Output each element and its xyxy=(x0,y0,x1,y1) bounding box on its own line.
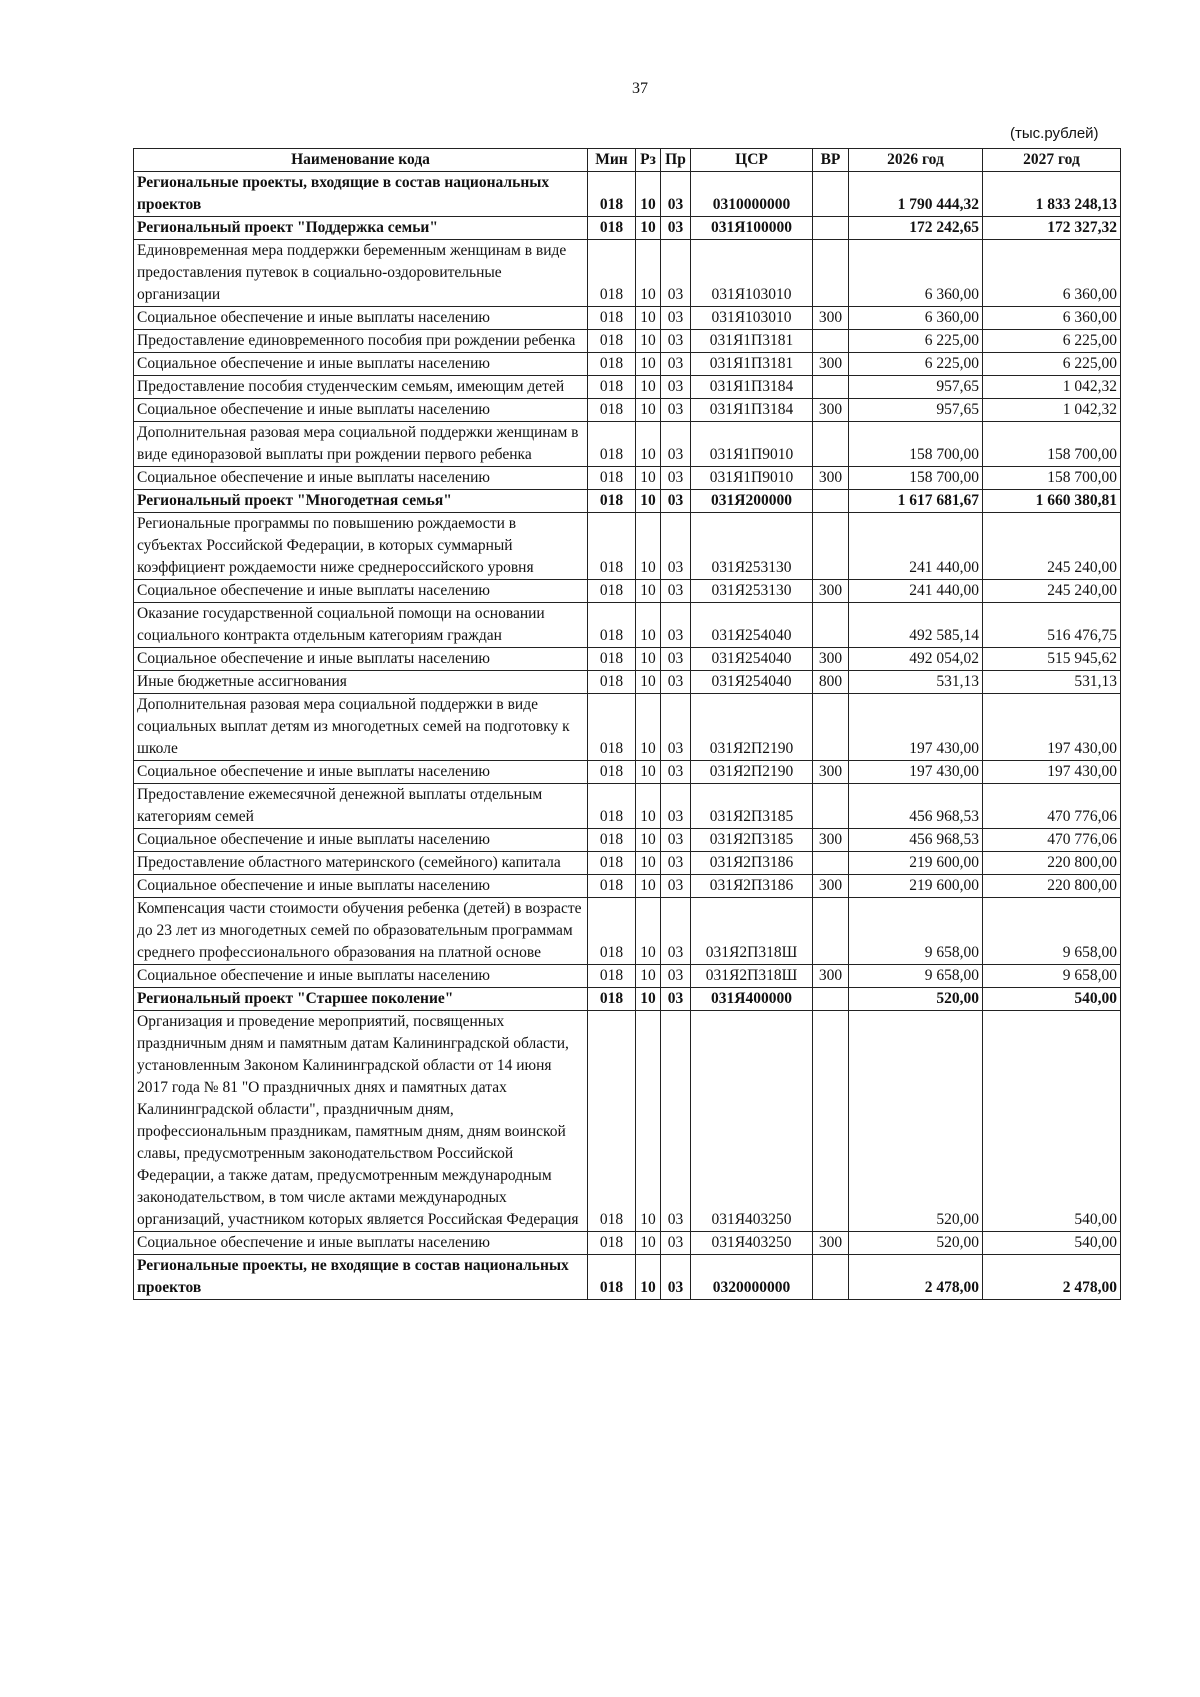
cell-min: 018 xyxy=(588,761,636,784)
cell-rz: 10 xyxy=(636,240,661,307)
cell-name: Социальное обеспечение и иные выплаты населению xyxy=(134,829,588,852)
table-row xyxy=(134,490,1121,513)
cell-pr: 03 xyxy=(661,648,691,671)
cell-2027: 540,00 xyxy=(983,1011,1121,1232)
cell-2027: 9 658,00 xyxy=(983,898,1121,965)
cell-csr: 0320000000 xyxy=(691,1255,813,1300)
cell-csr: 0310000000 xyxy=(691,172,813,217)
cell-name: Компенсация части стоимости обучения ребенка (детей) в возрасте до 23 лет из многодетных семей по образовательным программам среднего профессионального образования на платной основе xyxy=(134,898,588,965)
cell-name: Предоставление единовременного пособия при рождении ребенка xyxy=(134,330,588,353)
cell-2026: 219 600,00 xyxy=(849,852,983,875)
cell-vr xyxy=(813,784,849,829)
cell-2027: 1 833 248,13 xyxy=(983,172,1121,217)
cell-rz: 10 xyxy=(636,399,661,422)
table-row xyxy=(134,988,1121,1011)
table-row xyxy=(134,399,1121,422)
table-row xyxy=(134,965,1121,988)
cell-min: 018 xyxy=(588,399,636,422)
table-row xyxy=(134,671,1121,694)
cell-pr: 03 xyxy=(661,330,691,353)
cell-vr: 300 xyxy=(813,399,849,422)
cell-csr: 031Я254040 xyxy=(691,671,813,694)
cell-rz: 10 xyxy=(636,422,661,467)
cell-2026: 957,65 xyxy=(849,399,983,422)
cell-2026: 9 658,00 xyxy=(849,898,983,965)
cell-name: Социальное обеспечение и иные выплаты населению xyxy=(134,875,588,898)
cell-pr: 03 xyxy=(661,467,691,490)
cell-2026: 6 360,00 xyxy=(849,307,983,330)
cell-rz: 10 xyxy=(636,694,661,761)
table-row xyxy=(134,1255,1121,1300)
table-row xyxy=(134,1011,1121,1232)
cell-csr: 031Я2П318Ш xyxy=(691,965,813,988)
cell-name: Предоставление областного материнского (семейного) капитала xyxy=(134,852,588,875)
table-row xyxy=(134,307,1121,330)
cell-name: Социальное обеспечение и иные выплаты населению xyxy=(134,761,588,784)
cell-csr: 031Я1П3181 xyxy=(691,330,813,353)
cell-2026: 957,65 xyxy=(849,376,983,399)
cell-pr: 03 xyxy=(661,1011,691,1232)
cell-pr: 03 xyxy=(661,1255,691,1300)
cell-vr xyxy=(813,330,849,353)
cell-min: 018 xyxy=(588,490,636,513)
cell-pr: 03 xyxy=(661,240,691,307)
cell-2027: 1 042,32 xyxy=(983,376,1121,399)
page-number: 37 xyxy=(632,80,648,97)
cell-vr xyxy=(813,490,849,513)
cell-pr: 03 xyxy=(661,490,691,513)
cell-pr: 03 xyxy=(661,761,691,784)
cell-pr: 03 xyxy=(661,852,691,875)
cell-2027: 245 240,00 xyxy=(983,513,1121,580)
table-row xyxy=(134,217,1121,240)
cell-rz: 10 xyxy=(636,217,661,240)
cell-2027: 516 476,75 xyxy=(983,603,1121,648)
cell-vr: 300 xyxy=(813,467,849,490)
header-csr: ЦСР xyxy=(691,149,813,172)
header-name: Наименование кода xyxy=(134,149,588,172)
cell-vr xyxy=(813,852,849,875)
table-header-row xyxy=(134,149,1121,172)
cell-name: Социальное обеспечение и иные выплаты населению xyxy=(134,467,588,490)
cell-name: Региональные проекты, входящие в состав национальных проектов xyxy=(134,172,588,217)
cell-2027: 158 700,00 xyxy=(983,422,1121,467)
cell-pr: 03 xyxy=(661,399,691,422)
cell-min: 018 xyxy=(588,307,636,330)
cell-name: Социальное обеспечение и иные выплаты населению xyxy=(134,399,588,422)
cell-min: 018 xyxy=(588,1011,636,1232)
cell-csr: 031Я2П3185 xyxy=(691,784,813,829)
cell-min: 018 xyxy=(588,875,636,898)
cell-csr: 031Я1П9010 xyxy=(691,467,813,490)
cell-min: 018 xyxy=(588,1255,636,1300)
cell-pr: 03 xyxy=(661,307,691,330)
cell-min: 018 xyxy=(588,898,636,965)
table-row xyxy=(134,353,1121,376)
cell-name: Социальное обеспечение и иные выплаты населению xyxy=(134,580,588,603)
cell-rz: 10 xyxy=(636,490,661,513)
cell-2027: 470 776,06 xyxy=(983,829,1121,852)
cell-rz: 10 xyxy=(636,307,661,330)
cell-2026: 172 242,65 xyxy=(849,217,983,240)
table-row xyxy=(134,648,1121,671)
cell-vr xyxy=(813,376,849,399)
cell-vr xyxy=(813,217,849,240)
cell-name: Единовременная мера поддержки беременным женщинам в виде предоставления путевок в социально-оздоровительные организации xyxy=(134,240,588,307)
header-2027: 2027 год xyxy=(983,149,1121,172)
cell-name: Оказание государственной социальной помощи на основании социального контракта отдельным категориям граждан xyxy=(134,603,588,648)
cell-min: 018 xyxy=(588,513,636,580)
cell-2027: 220 800,00 xyxy=(983,852,1121,875)
cell-2026: 2 478,00 xyxy=(849,1255,983,1300)
cell-2026: 6 225,00 xyxy=(849,330,983,353)
cell-rz: 10 xyxy=(636,829,661,852)
table-row xyxy=(134,784,1121,829)
cell-rz: 10 xyxy=(636,898,661,965)
cell-csr: 031Я2П3185 xyxy=(691,829,813,852)
table-row xyxy=(134,513,1121,580)
cell-2027: 158 700,00 xyxy=(983,467,1121,490)
cell-pr: 03 xyxy=(661,829,691,852)
cell-min: 018 xyxy=(588,694,636,761)
budget-table xyxy=(133,148,1121,1300)
cell-2027: 197 430,00 xyxy=(983,761,1121,784)
header-pr: Пр xyxy=(661,149,691,172)
cell-csr: 031Я2П2190 xyxy=(691,761,813,784)
cell-vr xyxy=(813,513,849,580)
table-row xyxy=(134,240,1121,307)
cell-csr: 031Я103010 xyxy=(691,307,813,330)
cell-2026: 219 600,00 xyxy=(849,875,983,898)
cell-vr: 300 xyxy=(813,353,849,376)
cell-rz: 10 xyxy=(636,1232,661,1255)
cell-pr: 03 xyxy=(661,580,691,603)
cell-rz: 10 xyxy=(636,376,661,399)
header-2026: 2026 год xyxy=(849,149,983,172)
cell-min: 018 xyxy=(588,580,636,603)
cell-2026: 6 225,00 xyxy=(849,353,983,376)
cell-name: Социальное обеспечение и иные выплаты населению xyxy=(134,965,588,988)
cell-pr: 03 xyxy=(661,422,691,467)
cell-rz: 10 xyxy=(636,1255,661,1300)
cell-2027: 172 327,32 xyxy=(983,217,1121,240)
cell-pr: 03 xyxy=(661,353,691,376)
cell-2026: 6 360,00 xyxy=(849,240,983,307)
table-row xyxy=(134,422,1121,467)
cell-rz: 10 xyxy=(636,580,661,603)
cell-name: Социальное обеспечение и иные выплаты населению xyxy=(134,1232,588,1255)
cell-vr: 300 xyxy=(813,580,849,603)
cell-min: 018 xyxy=(588,829,636,852)
cell-pr: 03 xyxy=(661,965,691,988)
cell-2027: 540,00 xyxy=(983,988,1121,1011)
cell-vr: 300 xyxy=(813,648,849,671)
table-row xyxy=(134,898,1121,965)
cell-rz: 10 xyxy=(636,761,661,784)
cell-rz: 10 xyxy=(636,330,661,353)
cell-2026: 197 430,00 xyxy=(849,694,983,761)
cell-min: 018 xyxy=(588,852,636,875)
cell-vr xyxy=(813,1011,849,1232)
cell-rz: 10 xyxy=(636,784,661,829)
cell-csr: 031Я100000 xyxy=(691,217,813,240)
cell-2027: 9 658,00 xyxy=(983,965,1121,988)
cell-csr: 031Я103010 xyxy=(691,240,813,307)
cell-2026: 520,00 xyxy=(849,1232,983,1255)
cell-2026: 9 658,00 xyxy=(849,965,983,988)
cell-min: 018 xyxy=(588,648,636,671)
cell-vr xyxy=(813,240,849,307)
cell-name: Региональный проект "Поддержка семьи" xyxy=(134,217,588,240)
cell-2027: 1 042,32 xyxy=(983,399,1121,422)
table-row xyxy=(134,580,1121,603)
cell-rz: 10 xyxy=(636,671,661,694)
cell-csr: 031Я253130 xyxy=(691,580,813,603)
cell-min: 018 xyxy=(588,784,636,829)
cell-vr: 300 xyxy=(813,761,849,784)
cell-name: Предоставление пособия студенческим семьям, имеющим детей xyxy=(134,376,588,399)
cell-csr: 031Я2П2190 xyxy=(691,694,813,761)
table-row xyxy=(134,376,1121,399)
cell-2026: 531,13 xyxy=(849,671,983,694)
cell-rz: 10 xyxy=(636,467,661,490)
cell-2026: 241 440,00 xyxy=(849,580,983,603)
cell-min: 018 xyxy=(588,467,636,490)
cell-min: 018 xyxy=(588,240,636,307)
cell-name: Дополнительная разовая мера социальной поддержки женщинам в виде единоразовой выплаты при рождении первого ребенка xyxy=(134,422,588,467)
cell-rz: 10 xyxy=(636,852,661,875)
table-row xyxy=(134,852,1121,875)
cell-name: Социальное обеспечение и иные выплаты населению xyxy=(134,353,588,376)
cell-csr: 031Я1П9010 xyxy=(691,422,813,467)
cell-2027: 6 225,00 xyxy=(983,353,1121,376)
cell-name: Региональные проекты, не входящие в состав национальных проектов xyxy=(134,1255,588,1300)
cell-csr: 031Я254040 xyxy=(691,603,813,648)
cell-pr: 03 xyxy=(661,898,691,965)
cell-2027: 531,13 xyxy=(983,671,1121,694)
cell-pr: 03 xyxy=(661,217,691,240)
cell-vr: 300 xyxy=(813,875,849,898)
cell-vr xyxy=(813,422,849,467)
cell-rz: 10 xyxy=(636,513,661,580)
cell-min: 018 xyxy=(588,1232,636,1255)
cell-2026: 158 700,00 xyxy=(849,467,983,490)
cell-2027: 220 800,00 xyxy=(983,875,1121,898)
table-row xyxy=(134,467,1121,490)
cell-pr: 03 xyxy=(661,603,691,648)
cell-vr xyxy=(813,694,849,761)
table-row xyxy=(134,330,1121,353)
cell-csr: 031Я200000 xyxy=(691,490,813,513)
cell-min: 018 xyxy=(588,172,636,217)
cell-vr: 300 xyxy=(813,829,849,852)
header-min: Мин xyxy=(588,149,636,172)
cell-2027: 6 225,00 xyxy=(983,330,1121,353)
cell-min: 018 xyxy=(588,353,636,376)
cell-rz: 10 xyxy=(636,988,661,1011)
cell-name: Региональные программы по повышению рождаемости в субъектах Российской Федерации, в которых суммарный коэффициент рождаемости ниже среднероссийского уровня xyxy=(134,513,588,580)
cell-2026: 492 585,14 xyxy=(849,603,983,648)
cell-pr: 03 xyxy=(661,671,691,694)
cell-csr: 031Я400000 xyxy=(691,988,813,1011)
cell-vr: 300 xyxy=(813,1232,849,1255)
cell-name: Региональный проект "Многодетная семья" xyxy=(134,490,588,513)
cell-vr xyxy=(813,1255,849,1300)
cell-vr xyxy=(813,898,849,965)
cell-2027: 197 430,00 xyxy=(983,694,1121,761)
cell-csr: 031Я1П3184 xyxy=(691,399,813,422)
cell-min: 018 xyxy=(588,988,636,1011)
cell-vr: 300 xyxy=(813,307,849,330)
table-row xyxy=(134,172,1121,217)
cell-2027: 515 945,62 xyxy=(983,648,1121,671)
cell-min: 018 xyxy=(588,603,636,648)
cell-vr: 300 xyxy=(813,965,849,988)
cell-2027: 6 360,00 xyxy=(983,240,1121,307)
cell-2026: 1 617 681,67 xyxy=(849,490,983,513)
cell-2027: 245 240,00 xyxy=(983,580,1121,603)
table-row xyxy=(134,603,1121,648)
cell-2027: 540,00 xyxy=(983,1232,1121,1255)
cell-name: Организация и проведение мероприятий, посвященных праздничным дням и памятным датам Калининградской области, установленным Законом Калининградской области от 14 июня 2017 года № 81 "О праздничных днях и памятных датах Калининградской области", праздничным дням, профессиональным праздникам, памятным дням, дням воинской славы, предусмотренным законодательством Российской Федерации, а также датам, предусмотренным международным законодательством, в том числе актами международных организаций, участником которых является Российская Федерация xyxy=(134,1011,588,1232)
cell-min: 018 xyxy=(588,376,636,399)
table-row xyxy=(134,829,1121,852)
cell-2026: 492 054,02 xyxy=(849,648,983,671)
cell-2026: 456 968,53 xyxy=(849,829,983,852)
cell-2027: 2 478,00 xyxy=(983,1255,1121,1300)
cell-csr: 031Я1П3184 xyxy=(691,376,813,399)
cell-csr: 031Я254040 xyxy=(691,648,813,671)
cell-2026: 241 440,00 xyxy=(849,513,983,580)
table-body xyxy=(134,172,1121,1300)
cell-2026: 158 700,00 xyxy=(849,422,983,467)
cell-rz: 10 xyxy=(636,172,661,217)
cell-name: Иные бюджетные ассигнования xyxy=(134,671,588,694)
cell-csr: 031Я2П3186 xyxy=(691,875,813,898)
cell-vr xyxy=(813,603,849,648)
cell-csr: 031Я2П3186 xyxy=(691,852,813,875)
cell-2027: 1 660 380,81 xyxy=(983,490,1121,513)
cell-pr: 03 xyxy=(661,875,691,898)
cell-rz: 10 xyxy=(636,965,661,988)
table-row xyxy=(134,1232,1121,1255)
cell-pr: 03 xyxy=(661,988,691,1011)
cell-csr: 031Я253130 xyxy=(691,513,813,580)
cell-min: 018 xyxy=(588,671,636,694)
cell-csr: 031Я403250 xyxy=(691,1232,813,1255)
cell-min: 018 xyxy=(588,217,636,240)
cell-2026: 197 430,00 xyxy=(849,761,983,784)
cell-name: Предоставление ежемесячной денежной выплаты отдельным категориям семей xyxy=(134,784,588,829)
header-rz: Рз xyxy=(636,149,661,172)
cell-rz: 10 xyxy=(636,648,661,671)
cell-rz: 10 xyxy=(636,1011,661,1232)
cell-csr: 031Я1П3181 xyxy=(691,353,813,376)
cell-2026: 520,00 xyxy=(849,988,983,1011)
cell-name: Социальное обеспечение и иные выплаты населению xyxy=(134,307,588,330)
cell-vr: 800 xyxy=(813,671,849,694)
cell-pr: 03 xyxy=(661,513,691,580)
cell-2026: 1 790 444,32 xyxy=(849,172,983,217)
cell-csr: 031Я2П318Ш xyxy=(691,898,813,965)
cell-2026: 520,00 xyxy=(849,1011,983,1232)
cell-pr: 03 xyxy=(661,694,691,761)
cell-pr: 03 xyxy=(661,784,691,829)
cell-2026: 456 968,53 xyxy=(849,784,983,829)
cell-rz: 10 xyxy=(636,603,661,648)
cell-pr: 03 xyxy=(661,172,691,217)
table-row xyxy=(134,875,1121,898)
table-row xyxy=(134,761,1121,784)
cell-vr xyxy=(813,988,849,1011)
cell-min: 018 xyxy=(588,965,636,988)
cell-pr: 03 xyxy=(661,1232,691,1255)
cell-csr: 031Я403250 xyxy=(691,1011,813,1232)
cell-name: Дополнительная разовая мера социальной поддержки в виде социальных выплат детям из многодетных семей на подготовку к школе xyxy=(134,694,588,761)
unit-label: (тыс.рублей) xyxy=(1010,125,1099,142)
cell-2027: 470 776,06 xyxy=(983,784,1121,829)
table-row xyxy=(134,694,1121,761)
cell-rz: 10 xyxy=(636,875,661,898)
cell-min: 018 xyxy=(588,330,636,353)
cell-vr xyxy=(813,172,849,217)
cell-min: 018 xyxy=(588,422,636,467)
cell-name: Региональный проект "Старшее поколение" xyxy=(134,988,588,1011)
cell-name: Социальное обеспечение и иные выплаты населению xyxy=(134,648,588,671)
cell-rz: 10 xyxy=(636,353,661,376)
cell-pr: 03 xyxy=(661,376,691,399)
header-vr: ВР xyxy=(813,149,849,172)
cell-2027: 6 360,00 xyxy=(983,307,1121,330)
